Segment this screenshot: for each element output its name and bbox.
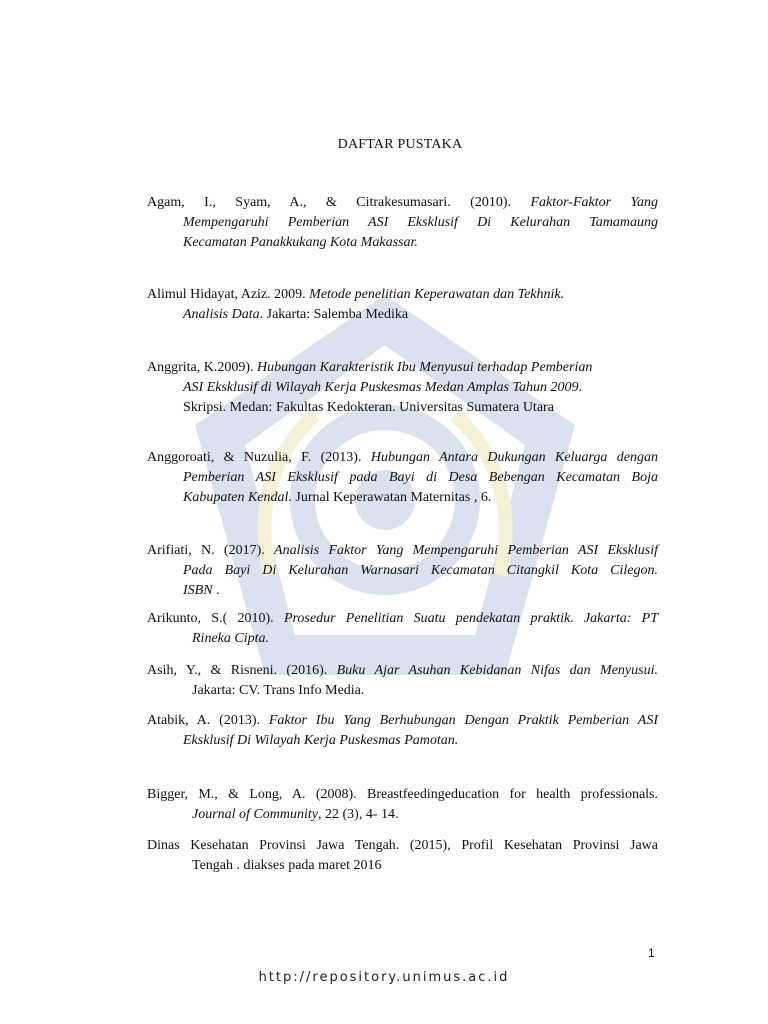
reference-line: Skripsi. Medan: Fakultas Kedokteran. Universitas Sumatera Utara [183, 400, 554, 415]
reference-entry [147, 541, 658, 601]
reference-line: Pada Bayi Di Kelurahan Warnasari Kecamatan Citangkil Kota Cilegon. [183, 563, 658, 578]
reference-line: Bigger, M., & Long, A. (2008). Breastfeedingeducation for health professionals. [147, 787, 658, 802]
reference-line: ISBN . [183, 583, 220, 598]
reference-line: ASI Eksklusif di Wilayah Kerja Puskesmas Medan Amplas Tahun 2009. [183, 380, 582, 395]
reference-line: Tengah . diakses pada maret 2016 [192, 858, 382, 873]
reference-line: Jakarta: CV. Trans Info Media. [192, 683, 365, 698]
reference-entry [147, 836, 658, 876]
reference-line: Journal of Community, 22 (3), 4- 14. [192, 807, 399, 822]
reference-entry [147, 711, 658, 751]
reference-line: Anggrita, K.2009). Hubungan Karakteristik Ibu Menyusui terhadap Pemberian [147, 360, 593, 375]
reference-entry [147, 785, 658, 825]
reference-line: Arifiati, N. (2017). Analisis Faktor Yang Mempengaruhi Pemberian ASI Eksklusif [147, 543, 658, 558]
reference-line: Mempengaruhi Pemberian ASI Eksklusif Di Kelurahan Tamamaung [183, 215, 658, 230]
page-title: DAFTAR PUSTAKA [337, 137, 463, 152]
reference-line: Asih, Y., & Risneni. (2016). Buku Ajar Asuhan Kebidanan Nifas dan Menyusui. [147, 663, 658, 678]
footer-url[interactable]: http://repository.unimus.ac.id [258, 970, 510, 985]
reference-entry [147, 609, 658, 649]
reference-line: Anggoroati, & Nuzulia, F. (2013). Hubungan Antara Dukungan Keluarga dengan [147, 450, 658, 465]
reference-entry [147, 661, 658, 701]
reference-entry [147, 193, 658, 253]
reference-line: Kecamatan Panakkukang Kota Makassar. [183, 235, 418, 250]
reference-line: Kabupaten Kendal. Jurnal Keperawatan Maternitas , 6. [183, 490, 492, 505]
reference-line: Analisis Data. Jakarta: Salemba Medika [183, 307, 409, 322]
reference-line: Rineka Cipta. [192, 631, 269, 646]
reference-line: Eksklusif Di Wilayah Kerja Puskesmas Pamotan. [183, 733, 459, 748]
reference-line: Alimul Hidayat, Aziz. 2009. Metode penelitian Keperawatan dan Tekhnik. [147, 287, 565, 302]
reference-entry [147, 285, 658, 325]
reference-line: Agam, I., Syam, A., & Citrakesumasari. (2010). Faktor-Faktor Yang [147, 195, 658, 210]
reference-entry [147, 448, 658, 508]
reference-line: Atabik, A. (2013). Faktor Ibu Yang Berhubungan Dengan Praktik Pemberian ASI [147, 713, 658, 728]
reference-entry [147, 358, 658, 418]
reference-line: Pemberian ASI Eksklusif pada Bayi di Desa Bebengan Kecamatan Boja [183, 470, 658, 485]
reference-line: Dinas Kesehatan Provinsi Jawa Tengah. (2015), Profil Kesehatan Provinsi Jawa [147, 838, 658, 853]
page-number: 1 [648, 946, 655, 960]
reference-line: Arikunto, S.( 2010). Prosedur Penelitian Suatu pendekatan praktik. Jakarta: PT [147, 611, 658, 626]
